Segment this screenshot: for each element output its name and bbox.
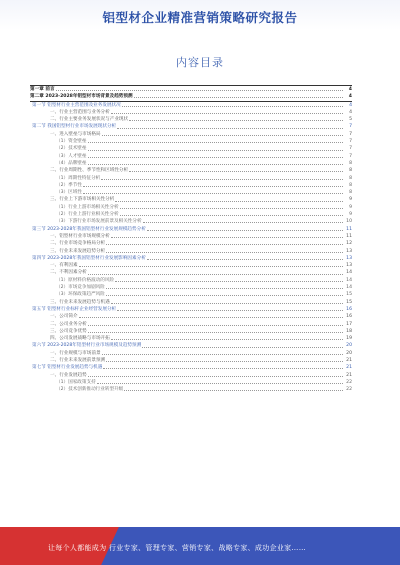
toc-entry-title: 第一节 铝型材行业主营范围及业务发展状况 (32, 102, 121, 108)
toc-entry[interactable] (30, 175, 352, 182)
toc-entry-title: （1）原材料价格波动的风险 (56, 277, 115, 283)
toc-entry-page-number: 20 (346, 343, 352, 349)
toc-entry-title: 二、行业市场竞争格局分析 (50, 241, 106, 247)
toc-entry[interactable] (30, 350, 352, 357)
toc-dot-leader (88, 274, 343, 275)
toc-entry-title: （1）资金壁垒 (56, 139, 87, 145)
toc-entry[interactable] (30, 189, 352, 196)
toc-entry-page-number: 7 (349, 139, 352, 145)
toc-entry-page-number: 21 (346, 365, 352, 371)
toc-entry[interactable] (30, 335, 352, 342)
toc-dot-leader (102, 354, 343, 355)
toc-entry-title: （3）人才壁垒 (56, 153, 87, 159)
toc-dot-leader (129, 171, 343, 172)
table-of-contents (30, 85, 352, 393)
toc-dot-leader (88, 142, 344, 143)
toc-entry[interactable] (30, 342, 352, 349)
toc-entry-title: 二、行业未来发展前景预测 (50, 357, 106, 363)
toc-entry-title: 三、行业上下游市场相关性分析 (50, 197, 115, 203)
toc-entry-title: 三、公司竞争优势 (50, 328, 87, 334)
toc-entry-title: 三、行业未来发展趋势分析 (50, 248, 106, 254)
toc-entry-page-number: 14 (346, 277, 352, 283)
toc-dot-leader (88, 157, 344, 158)
toc-entry[interactable] (30, 328, 352, 335)
toc-dot-leader (88, 164, 344, 165)
toc-entry[interactable] (30, 131, 352, 138)
toc-entry-title: 二、公司业务分析 (50, 321, 87, 327)
toc-entry-title: （3）环保政策趋严风险 (56, 292, 105, 298)
toc-entry[interactable] (30, 211, 352, 218)
toc-entry[interactable] (30, 284, 352, 291)
toc-dot-leader (111, 113, 343, 114)
toc-entry-page-number: 14 (346, 285, 352, 291)
toc-entry-page-number: 16 (346, 306, 352, 312)
toc-entry-title: 一、公司简介 (50, 314, 78, 320)
toc-entry-title: （3）下游行业市场发展前景及相关性分析 (56, 219, 142, 225)
toc-entry[interactable] (30, 145, 352, 152)
toc-entry[interactable] (30, 160, 352, 167)
toc-dot-leader (111, 237, 343, 238)
toc-entry-page-number: 8 (349, 168, 352, 174)
toc-entry-title: 第二章 2023-2028年铝型材市场背景及趋势预测 (30, 94, 133, 100)
toc-entry[interactable] (30, 85, 352, 93)
toc-entry-title: 一、行业主营范围与业务分析 (50, 109, 110, 115)
toc-dot-leader (147, 259, 343, 260)
toc-entry-page-number: 8 (349, 182, 352, 188)
toc-dot-leader (103, 368, 343, 369)
toc-entry[interactable] (30, 226, 352, 233)
toc-entry-page-number: 19 (346, 336, 352, 342)
toc-entry-page-number: 7 (349, 146, 352, 152)
toc-dot-leader (129, 120, 343, 121)
toc-entry-page-number: 8 (349, 160, 352, 166)
toc-entry-title: 第二节 我国铝型材行业市场发展现状分析 (32, 124, 117, 130)
toc-entry-page-number: 7 (349, 124, 352, 130)
toc-entry-title: 一、行业规模与市场前景 (50, 350, 101, 356)
toc-entry-page-number: 10 (346, 219, 352, 225)
toc-entry[interactable] (30, 321, 352, 328)
toc-dot-leader (147, 230, 343, 231)
toc-entry-page-number: 16 (346, 314, 352, 320)
toc-dot-leader (117, 310, 343, 311)
toc-entry-title: （2）技术创新推动行业转型升级 (56, 387, 124, 393)
toc-entry-title: 第一章 前言 (30, 87, 55, 92)
toc-entry-page-number: 13 (346, 248, 352, 254)
toc-entry[interactable] (30, 277, 352, 284)
toc-entry-page-number: 4 (348, 87, 352, 92)
toc-entry[interactable] (30, 372, 352, 379)
toc-dot-leader (106, 288, 343, 289)
toc-entry-title: （2）季节性 (56, 182, 82, 188)
toc-entry[interactable] (30, 248, 352, 255)
toc-entry-page-number: 4 (349, 109, 352, 115)
toc-dot-leader (83, 193, 343, 194)
toc-entry-page-number: 17 (346, 321, 352, 327)
toc-entry-page-number: 12 (346, 241, 352, 247)
toc-entry[interactable] (30, 182, 352, 189)
toc-entry-page-number: 4 (348, 94, 352, 100)
toc-dot-leader (134, 97, 343, 98)
toc-entry-title: 一、行业发展趋势 (50, 372, 87, 378)
toc-dot-leader (79, 266, 343, 267)
toc-entry[interactable] (30, 167, 352, 174)
toc-entry-title: （4）品牌壁垒 (56, 160, 87, 166)
toc-dot-leader (106, 361, 343, 362)
toc-entry-page-number: 5 (349, 117, 352, 123)
toc-entry-title: 一、进入壁垒与市场格局 (50, 131, 101, 137)
toc-dot-leader (88, 332, 343, 333)
toc-entry-title: （2）市场竞争加剧风险 (56, 285, 105, 291)
toc-entry-title: 一、铝型材行业市场规模分析 (50, 233, 110, 239)
toc-dot-leader (88, 325, 343, 326)
toc-entry[interactable] (30, 109, 352, 116)
toc-entry[interactable] (30, 291, 352, 298)
toc-entry[interactable] (30, 306, 352, 313)
footer-banner (0, 527, 400, 565)
toc-dot-leader (142, 347, 343, 348)
toc-entry-title: 第五节 铝型材行业标杆企业经营发展分析 (32, 306, 117, 312)
toc-entry[interactable] (30, 240, 352, 247)
toc-entry[interactable] (30, 102, 352, 109)
toc-entry[interactable] (30, 357, 352, 364)
toc-entry[interactable] (30, 364, 352, 371)
toc-entry-page-number: 7 (349, 131, 352, 137)
toc-entry[interactable] (30, 255, 352, 262)
toc-entry[interactable] (30, 379, 352, 386)
toc-entry[interactable] (30, 153, 352, 160)
toc-entry-title: （2）技术壁垒 (56, 146, 87, 152)
toc-dot-leader (124, 390, 343, 391)
toc-entry-page-number: 9 (349, 197, 352, 203)
toc-dot-leader (79, 317, 343, 318)
toc-entry-title: （1）国家政策支持 (56, 379, 96, 385)
toc-entry[interactable] (30, 299, 352, 306)
toc-dot-leader (106, 295, 343, 296)
toc-entry-title: 第三节 2023-2028年我国铝型材行业发展规模趋势分析 (32, 226, 146, 232)
toc-entry-title: （1）周期性特征分析 (56, 175, 101, 181)
toc-dot-leader (97, 383, 343, 384)
toc-entry-title: （1）行业上游市场相关性分析 (56, 204, 119, 210)
toc-entry-title: 三、行业未来发展趋势与机遇 (50, 299, 110, 305)
toc-dot-leader (122, 106, 343, 107)
toc-entry-title: 第六节 2023-2028年铝型材行业市场规模及趋势预测 (32, 343, 142, 349)
document-title: 铝型材企业精准营销策略研究报告 (102, 10, 298, 25)
toc-entry[interactable] (30, 93, 352, 101)
toc-dot-leader (111, 303, 343, 304)
toc-dot-leader (117, 128, 343, 129)
toc-dot-leader (101, 179, 343, 180)
toc-entry-title: 二、不利因素分析 (50, 270, 87, 276)
toc-entry[interactable] (30, 123, 352, 130)
toc-dot-leader (120, 215, 343, 216)
toc-entry-page-number: 9 (349, 212, 352, 218)
toc-dot-leader (115, 281, 343, 282)
toc-entry[interactable] (30, 196, 352, 203)
toc-entry-title: 第四节 2023-2028年我国铝型材行业发展影响因素分析 (32, 255, 146, 261)
toc-entry-page-number: 11 (346, 226, 352, 232)
toc-entry-title: 第七节 铝型材行业发展趋势与机遇 (32, 365, 103, 371)
toc-entry-page-number: 20 (346, 350, 352, 356)
toc-entry-page-number: 4 (349, 102, 352, 108)
toc-entry-page-number: 11 (346, 233, 352, 239)
toc-entry-page-number: 14 (346, 270, 352, 276)
toc-dot-leader (115, 201, 343, 202)
toc-dot-leader (106, 244, 343, 245)
toc-entry-page-number: 21 (346, 372, 352, 378)
toc-heading: 内容目录 (176, 56, 224, 69)
toc-entry[interactable] (30, 386, 352, 393)
toc-entry[interactable] (30, 138, 352, 145)
toc-entry-page-number: 13 (346, 263, 352, 269)
toc-dot-leader (88, 150, 344, 151)
toc-entry-title: （2）行业上游行业相关性分析 (56, 212, 119, 218)
toc-dot-leader (102, 135, 343, 136)
toc-entry[interactable] (30, 233, 352, 240)
toc-dot-leader (56, 90, 343, 91)
toc-entry-page-number: 15 (346, 292, 352, 298)
toc-entry-page-number: 9 (349, 204, 352, 210)
toc-entry[interactable] (30, 116, 352, 123)
toc-entry-page-number: 7 (349, 153, 352, 159)
toc-entry[interactable] (30, 269, 352, 276)
toc-entry-page-number: 8 (349, 190, 352, 196)
toc-entry[interactable] (30, 204, 352, 211)
toc-dot-leader (120, 208, 343, 209)
toc-dot-leader (88, 376, 343, 377)
toc-entry-page-number: 18 (346, 328, 352, 334)
toc-entry-title: 二、行业主要业务发展状况与产业现状 (50, 117, 129, 123)
toc-dot-leader (111, 339, 343, 340)
toc-entry[interactable] (30, 262, 352, 269)
toc-entry-title: 二、行业周期性、季节性和区域性分析 (50, 168, 129, 174)
toc-entry-page-number: 22 (346, 387, 352, 393)
toc-dot-leader (106, 252, 343, 253)
toc-entry[interactable] (30, 313, 352, 320)
toc-entry-page-number: 21 (346, 357, 352, 363)
toc-entry-page-number: 22 (346, 379, 352, 385)
toc-entry-title: （3）区域性 (56, 190, 82, 196)
toc-dot-leader (83, 186, 343, 187)
toc-entry-page-number: 8 (349, 175, 352, 181)
toc-entry-title: 四、公司发展战略与市场开拓 (50, 336, 110, 342)
toc-entry-title: 一、有利因素 (50, 263, 78, 269)
toc-entry-page-number: 15 (346, 299, 352, 305)
footer-slogan: 让每个人都能成为 行业专家、管理专家、营销专家、战略专家、成功企业家…… (48, 544, 307, 552)
toc-entry[interactable] (30, 218, 352, 225)
toc-entry-page-number: 13 (346, 255, 352, 261)
toc-dot-leader (143, 222, 343, 223)
